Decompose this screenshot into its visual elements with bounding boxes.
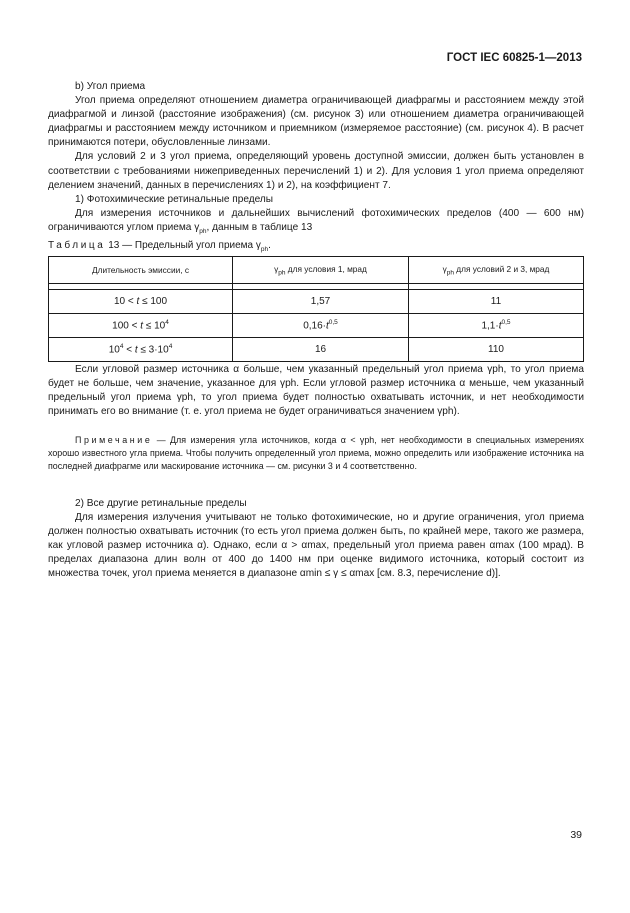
- page-number: 39: [570, 829, 582, 841]
- condition-1-cell: 16: [233, 338, 409, 362]
- table-row: [49, 338, 584, 362]
- item-2-text: Для измерения излучения учитывают не только фотохимические, но и другие ограничения, угол приема должен полностью охватывать источник (то есть угол приема должен быть, по крайней мере, такого же размера, как угловой размер источника α). Однако, если α > αmax, предельный угол приема равен αmax (100 мрад). В пределах диапазона длин волн от 400 до 1400 нм при оценке видимого источника, который состоит из множества точек, угол приема меняется в диапазоне αmin ≤ γ ≤ αmax [см. 8.3, перечисление d)].: [48, 512, 584, 580]
- table-caption: Таблица 13 — Предельный угол приема $\gamma_{ph}$.: [48, 240, 271, 253]
- condition-1-cell: 1,57: [233, 290, 409, 314]
- document-id: ГОСТ IEC 60825-1—2013: [446, 52, 582, 64]
- item-2-heading: 2) Все другие ретинальные пределы: [75, 498, 247, 509]
- section-b-heading: b) Угол приема: [75, 81, 146, 92]
- table-header-row: [49, 257, 584, 284]
- section-b: [48, 80, 584, 239]
- table-13: [48, 256, 584, 362]
- item-1-text: Для измерения источников и дальнейших вычислений фотохимических пределов (400 — 600 нм) ограничиваются углом приема $\gamma_{ph}$, данным в таблице 13: [48, 207, 584, 235]
- header-condition-1: $\gamma_{ph}$ для условия 1, мрад: [233, 257, 409, 284]
- condition-1-cell: $0,16\cdot t^{0,5}$: [233, 314, 409, 338]
- note-text: — Для измерения угла источников, когда α < γph, нет необходимости в специальных измерениях хорошо известного угла приема. Чтобы получить определенный угол приема, можно определить или изображение источника на последней диафрагме или маскирование источника — см. рисунки 3 и 4 соответственно.: [48, 435, 584, 471]
- item-1-heading: 1) Фотохимические ретинальные пределы: [75, 193, 274, 205]
- note-label: Примечание: [75, 435, 153, 445]
- header-condition-2-3: $\gamma_{ph}$ для условий 2 и 3, мрад: [409, 257, 584, 284]
- header-duration: Длительность эмиссии, с: [49, 257, 233, 284]
- item-2: [48, 497, 584, 582]
- condition-2-3-cell: $1,1\cdot t^{0,5}$: [409, 314, 584, 338]
- table-row: [49, 314, 584, 338]
- section-b-paragraph-2: Для условий 2 и 3 угол приема, определяющий уровень доступной эмиссии, должен быть установлен в соответствии с требованиями нижеприведенных перечислений 1) и 2). Для условия 1 угол приема определяют делением значений, данных в перечислениях 1) и 2), на коэффициент 7.: [48, 151, 584, 191]
- duration-cell: $10^4 < t \le 3\cdot 10^4$: [49, 338, 233, 362]
- duration-cell: 10 < t ≤ 100: [49, 290, 233, 314]
- table-row: [49, 290, 584, 314]
- after-table-paragraph: Если угловой размер источника α больше, чем указанный предельный угол приема γph, то угол приема будет не больше, чем значение, указанное для γph. Если угловой размер источника α меньше, чем указанный предельный угол приема γph, то угол приема будет полностью охватывать источник, и нет необходимости принимать его во внимание (т. е. угол приема не будет ограничиваться значением γph).: [48, 364, 584, 418]
- section-b-paragraph-1: Угол приема определяют отношением диаметра ограничивающей диафрагмы и расстоянием между этой диафрагмой и линзой (расстояние изображения) (см. рисунок 3) или отношением диаметра ограничивающей диафрагмы и расстоянием между источником и приемником (измеряемое расстояние) (см. рисунок 4). В расчет принимаются потери, обусловленные линзами.: [48, 95, 584, 149]
- duration-cell: $100 < t \le 10^4$: [49, 314, 233, 338]
- condition-2-3-cell: 11: [409, 290, 584, 314]
- condition-2-3-cell: 110: [409, 338, 584, 362]
- note: [48, 434, 584, 473]
